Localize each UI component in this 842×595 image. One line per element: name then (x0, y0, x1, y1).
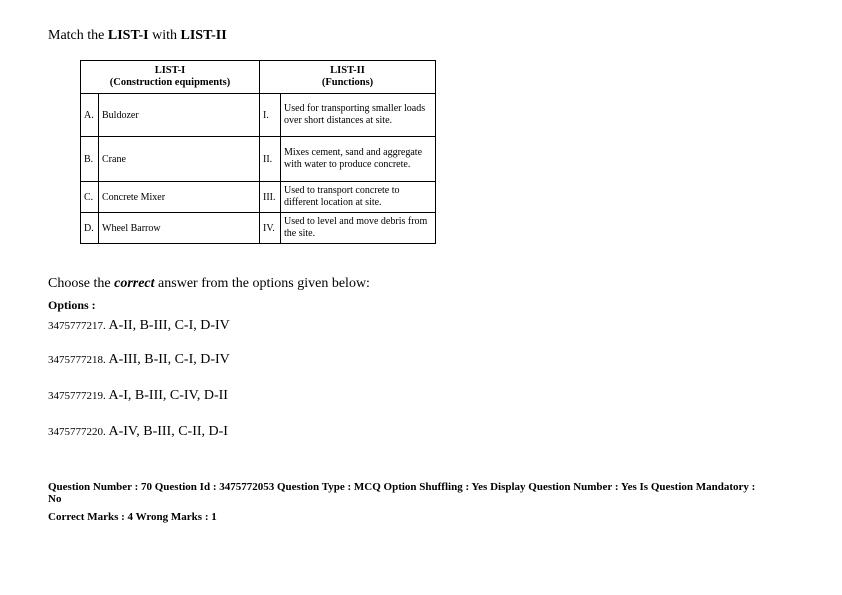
question-prompt (48, 28, 227, 44)
option-text: A-I, B-III, C-IV, D-II (108, 388, 228, 403)
option-4[interactable] (48, 424, 228, 440)
match-table (80, 60, 436, 244)
option-3[interactable] (48, 388, 228, 404)
prompt-list1: LIST-I (107, 28, 149, 43)
row-equipment: Crane (99, 137, 260, 182)
row-roman: II. (260, 137, 281, 182)
row-equipment: Concrete Mixer (99, 182, 260, 213)
row-letter: D. (81, 213, 99, 244)
list2-title: LIST-II (330, 65, 365, 76)
choose-prefix: Choose the (48, 276, 115, 291)
options-label: Options : (48, 298, 96, 312)
row-function: Used for transporting smaller loads over short distances at site. (281, 94, 436, 137)
marks-meta: Correct Marks : 4 Wrong Marks : 1 (48, 511, 217, 523)
table-row (81, 94, 436, 137)
prompt-middle: with (148, 28, 181, 43)
choose-suffix: answer from the options given below: (154, 276, 370, 291)
option-1[interactable] (48, 318, 230, 334)
option-text: A-II, B-III, C-I, D-IV (108, 318, 230, 333)
prompt-prefix: Match the (48, 28, 108, 43)
row-roman: IV. (260, 213, 281, 244)
option-id: 3475777220. (48, 426, 106, 438)
row-roman: I. (260, 94, 281, 137)
option-id: 3475777217. (48, 320, 106, 332)
table-header-row (81, 61, 436, 94)
option-id: 3475777218. (48, 354, 106, 366)
table-row (81, 182, 436, 213)
option-2[interactable] (48, 352, 230, 368)
table-row (81, 137, 436, 182)
list1-subtitle: (Construction equipments) (109, 77, 231, 88)
row-letter: B. (81, 137, 99, 182)
choose-emphasis: correct (114, 276, 155, 291)
row-letter: C. (81, 182, 99, 213)
list2-subtitle: (Functions) (321, 77, 374, 88)
option-id: 3475777219. (48, 390, 106, 402)
prompt-list2: LIST-II (180, 28, 227, 43)
list2-header (260, 61, 436, 94)
row-equipment: Buldozer (99, 94, 260, 137)
row-function: Used to level and move debris from the site. (281, 213, 436, 244)
row-letter: A. (81, 94, 99, 137)
row-function: Used to transport concrete to different location at site. (281, 182, 436, 213)
question-meta: Question Number : 70 Question Id : 3475772053 Question Type : MCQ Option Shuffling : Yes Display Question Number : Yes Is Question Mandatory : No (48, 481, 756, 505)
option-text: A-III, B-II, C-I, D-IV (108, 352, 230, 367)
list1-header (81, 61, 260, 94)
table-row (81, 213, 436, 244)
list1-title: LIST-I (154, 65, 186, 76)
row-function: Mixes cement, sand and aggregate with water to produce concrete. (281, 137, 436, 182)
row-roman: III. (260, 182, 281, 213)
choose-instruction (48, 276, 370, 292)
option-text: A-IV, B-III, C-II, D-I (108, 424, 228, 439)
row-equipment: Wheel Barrow (99, 213, 260, 244)
